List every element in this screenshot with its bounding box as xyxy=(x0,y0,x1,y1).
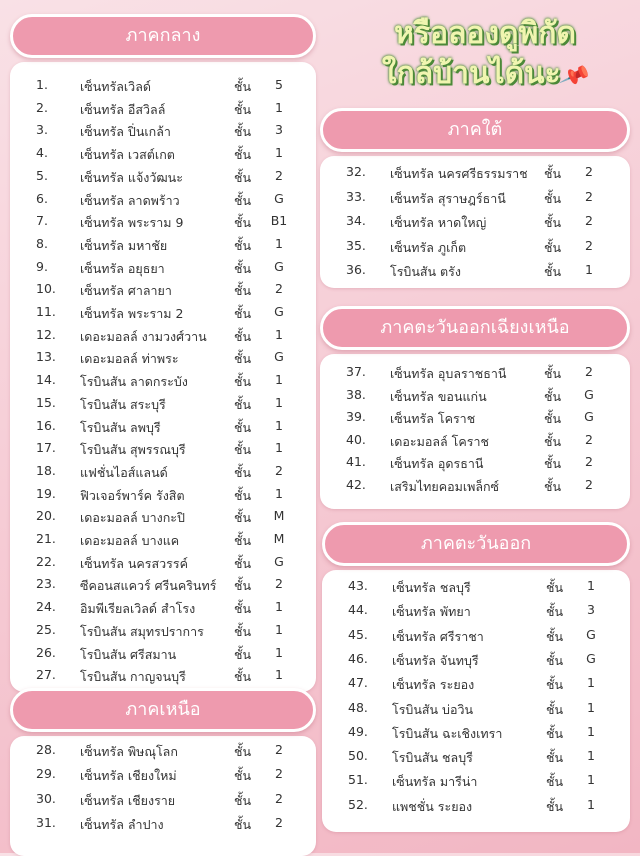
section-northeast xyxy=(320,306,630,506)
item-name: เซ็นทรัล ศรีราชา xyxy=(392,628,484,644)
floor-label: ชั้น xyxy=(234,147,252,163)
floor-value: 1 xyxy=(275,326,283,342)
floor-label: ชั้น xyxy=(544,190,562,206)
floor-label: ชั้น xyxy=(234,792,252,808)
item-name: เดอะมอลล์ งามวงศ์วาน xyxy=(80,328,207,344)
item-name: เซ็นทรัล แจ้งวัฒนะ xyxy=(80,169,183,185)
floor-label: ชั้น xyxy=(546,677,564,693)
floor-label: ชั้น xyxy=(234,351,252,367)
item-name: เซ็นทรัล อุบลราชธานี xyxy=(390,366,507,381)
floor-label: ชั้น xyxy=(544,366,562,381)
item-number: 13. xyxy=(36,349,56,365)
item-name: โรบินสัน สระบุรี xyxy=(80,396,166,412)
item-number: 29. xyxy=(36,766,56,782)
item-name: เซ็นทรัล พระราม 2 xyxy=(80,306,184,321)
floor-label: ชั้น xyxy=(234,306,252,321)
item-name: เซ็นทรัล ขอนแก่น xyxy=(390,388,487,404)
floor-value: 3 xyxy=(587,602,595,618)
floor-value: G xyxy=(586,626,596,642)
item-number: 19. xyxy=(36,485,56,501)
list-item xyxy=(320,409,630,432)
list-item xyxy=(320,477,630,500)
list-item xyxy=(322,700,630,723)
floor-label: ชั้น xyxy=(234,464,252,480)
item-number: 25. xyxy=(36,621,56,637)
item-number: 28. xyxy=(36,742,56,757)
floor-value: 2 xyxy=(275,167,283,183)
floor-label: ชั้น xyxy=(544,264,562,279)
floor-value: 5 xyxy=(275,77,283,92)
item-name: โรบินสัน ศรีสมาน xyxy=(80,646,177,662)
floor-label: ชั้น xyxy=(234,816,252,832)
item-name: เซ็นทรัล มหาชัย xyxy=(80,237,168,253)
list-item xyxy=(320,164,630,187)
floor-value: 1 xyxy=(585,262,593,277)
list-item xyxy=(10,486,316,509)
item-name: แพชชั่น ระยอง xyxy=(392,798,473,814)
list-item xyxy=(322,797,630,820)
floor-value: 2 xyxy=(585,364,593,379)
floor-value: G xyxy=(584,386,594,402)
item-name: โรบินสัน ลพบุรี xyxy=(80,419,161,435)
item-name: เซ็นทรัล สุราษฎร์ธานี xyxy=(390,190,506,206)
floor-value: G xyxy=(274,304,284,319)
item-number: 27. xyxy=(36,667,56,683)
floor-value: 1 xyxy=(587,675,595,691)
list-item xyxy=(10,791,316,814)
list-item xyxy=(322,602,630,625)
list-item xyxy=(322,675,630,698)
floor-value: 3 xyxy=(275,122,283,138)
floor-value: M xyxy=(273,531,285,546)
list-item xyxy=(10,236,316,259)
floor-value: G xyxy=(274,553,284,569)
floor-value: 1 xyxy=(275,417,283,433)
item-name: โรบินสัน สุพรรณบุรี xyxy=(80,442,186,458)
item-number: 24. xyxy=(36,599,56,615)
item-name: เซ็นทรัล นครสวรรค์ xyxy=(80,555,188,571)
item-number: 16. xyxy=(36,417,56,433)
header-northeast: ภาคตะวันออกเฉียงเหนือ xyxy=(320,306,630,350)
floor-label: ชั้น xyxy=(234,260,252,276)
item-number: 35. xyxy=(346,237,366,253)
floor-label: ชั้น xyxy=(234,79,252,94)
list-item xyxy=(10,168,316,191)
list-item xyxy=(322,651,630,674)
item-name: โรบินสัน สมุทรปราการ xyxy=(80,623,204,639)
item-name: ซีคอนสแควร์ ศรีนครินทร์ xyxy=(80,578,217,594)
list-item xyxy=(322,772,630,795)
floor-value: 2 xyxy=(585,431,593,447)
floor-value: 2 xyxy=(585,237,593,253)
floor-label: ชั้น xyxy=(234,283,252,299)
floor-value: 1 xyxy=(275,621,283,637)
floor-label: ชั้น xyxy=(234,374,252,390)
floor-label: ชั้น xyxy=(234,744,252,759)
item-name: เซ็นทรัล ชลบุรี xyxy=(392,580,471,595)
list-item xyxy=(10,281,316,304)
section-central xyxy=(10,14,316,685)
floor-label: ชั้น xyxy=(234,601,252,617)
floor-label: ชั้น xyxy=(234,215,252,231)
item-number: 4. xyxy=(36,145,48,161)
floor-value: 1 xyxy=(275,394,283,410)
item-number: 11. xyxy=(36,304,56,319)
list-item xyxy=(320,213,630,236)
list-item xyxy=(10,645,316,668)
floor-label: ชั้น xyxy=(544,166,562,181)
item-name: เซ็นทรัล เชียงใหม่ xyxy=(80,768,177,784)
list-item xyxy=(10,349,316,372)
floor-value: 1 xyxy=(587,748,595,764)
floor-label: ชั้น xyxy=(234,124,252,140)
floor-label: ชั้น xyxy=(544,215,562,230)
item-name: อิมพีเรียลเวิลด์ สำโรง xyxy=(80,601,196,617)
floor-value: 1 xyxy=(587,723,595,739)
floor-label: ชั้น xyxy=(234,101,252,117)
floor-value: 1 xyxy=(275,99,283,115)
list-item xyxy=(320,238,630,261)
item-number: 17. xyxy=(36,440,56,456)
item-name: เซ็นทรัล จันทบุรี xyxy=(392,652,479,668)
item-name: เซ็นทรัล พัทยา xyxy=(392,604,471,620)
item-number: 38. xyxy=(346,386,366,402)
item-number: 30. xyxy=(36,790,56,806)
item-name: ฟิวเจอร์พาร์ค รังสิต xyxy=(80,487,185,503)
item-name: เดอะมอลล์ โคราช xyxy=(390,433,489,449)
section-south xyxy=(320,108,630,288)
item-name: เซ็นทรัล โคราช xyxy=(390,411,476,427)
item-name: เซ็นทรัล ศาลายา xyxy=(80,283,172,299)
floor-label: ชั้น xyxy=(544,388,562,404)
floor-value: B1 xyxy=(270,213,288,229)
item-name: เซ็นทรัล อีสวิลล์ xyxy=(80,101,166,117)
list-item xyxy=(10,213,316,236)
item-number: 2. xyxy=(36,99,48,115)
item-number: 39. xyxy=(346,409,366,425)
floor-value: 2 xyxy=(585,213,593,228)
floor-label: ชั้น xyxy=(234,646,252,662)
list-item xyxy=(10,191,316,214)
floor-label: ชั้น xyxy=(234,192,252,208)
item-name: เซ็นทรัล นครศรีธรรมราช xyxy=(390,166,528,181)
item-number: 8. xyxy=(36,235,48,251)
floor-label: ชั้น xyxy=(544,479,562,494)
list-item xyxy=(10,122,316,145)
item-number: 14. xyxy=(36,372,56,388)
floor-label: ชั้น xyxy=(234,768,252,784)
item-number: 51. xyxy=(348,772,368,788)
item-number: 40. xyxy=(346,431,366,447)
list-item xyxy=(320,454,630,477)
floor-label: ชั้น xyxy=(544,433,562,449)
item-name: เซ็นทรัล ปิ่นเกล้า xyxy=(80,124,171,140)
list-item xyxy=(10,463,316,486)
item-number: 31. xyxy=(36,814,56,830)
item-number: 7. xyxy=(36,213,48,229)
promo-title xyxy=(340,14,630,97)
floor-value: 1 xyxy=(587,796,595,812)
list-item xyxy=(10,145,316,168)
item-name: เซ็นทรัลเวิลด์ xyxy=(80,79,151,94)
item-name: โรบินสัน กาญจนบุรี xyxy=(80,669,186,685)
item-number: 18. xyxy=(36,462,56,478)
floor-value: G xyxy=(274,349,284,365)
floor-label: ชั้น xyxy=(234,328,252,344)
floor-value: 2 xyxy=(275,576,283,592)
item-name: เซ็นทรัล พระราม 9 xyxy=(80,215,184,231)
item-number: 46. xyxy=(348,650,368,666)
item-number: 23. xyxy=(36,576,56,592)
floor-label: ชั้น xyxy=(234,533,252,548)
item-number: 52. xyxy=(348,796,368,812)
title-line-1: หรือลองดูพิกัด xyxy=(394,16,576,51)
floor-label: ชั้น xyxy=(234,623,252,639)
list-item xyxy=(10,259,316,282)
list-item xyxy=(10,77,316,100)
item-name: เดอะมอลล์ บางแค xyxy=(80,533,180,548)
list-item xyxy=(320,387,630,410)
floor-value: G xyxy=(584,409,594,425)
floor-value: 1 xyxy=(275,644,283,660)
list-item xyxy=(320,189,630,212)
list-item xyxy=(10,508,316,531)
floor-label: ชั้น xyxy=(234,396,252,412)
item-number: 43. xyxy=(348,578,368,593)
list-item xyxy=(10,418,316,441)
item-number: 42. xyxy=(346,477,366,492)
item-name: เดอะมอลล์ ท่าพระ xyxy=(80,351,179,367)
item-number: 34. xyxy=(346,213,366,228)
floor-value: 2 xyxy=(275,790,283,806)
item-number: 48. xyxy=(348,699,368,715)
header-north: ภาคเหนือ xyxy=(10,688,316,732)
section-east xyxy=(322,522,630,832)
floor-value: 1 xyxy=(275,485,283,501)
list-item xyxy=(10,554,316,577)
item-name: เซ็นทรัล อยุธยา xyxy=(80,260,165,276)
item-number: 1. xyxy=(36,77,48,92)
header-east: ภาคตะวันออก xyxy=(322,522,630,566)
item-number: 15. xyxy=(36,394,56,410)
item-number: 37. xyxy=(346,364,366,379)
list-item xyxy=(10,327,316,350)
floor-label: ชั้น xyxy=(544,411,562,427)
item-number: 12. xyxy=(36,326,56,342)
floor-label: ชั้น xyxy=(546,798,564,814)
item-name: เซ็นทรัล มารีน่า xyxy=(392,774,478,790)
list-item xyxy=(10,667,316,690)
floor-label: ชั้น xyxy=(546,580,564,595)
list-item xyxy=(320,364,630,387)
list-item xyxy=(322,724,630,747)
floor-value: 2 xyxy=(585,454,593,470)
item-number: 9. xyxy=(36,258,48,274)
list-item xyxy=(320,432,630,455)
item-name: เซ็นทรัล ลาดพร้าว xyxy=(80,192,180,208)
item-number: 49. xyxy=(348,723,368,739)
item-number: 41. xyxy=(346,454,366,470)
item-number: 47. xyxy=(348,675,368,691)
floor-value: M xyxy=(273,508,285,524)
floor-label: ชั้น xyxy=(234,487,252,503)
item-name: แฟชั่นไอส์แลนด์ xyxy=(80,464,168,480)
floor-label: ชั้น xyxy=(234,237,252,253)
item-name: เซ็นทรัล พิษณุโลก xyxy=(80,744,178,759)
item-number: 33. xyxy=(346,188,366,204)
floor-value: 2 xyxy=(275,766,283,782)
floor-value: 1 xyxy=(587,699,595,715)
item-name: เสริมไทยคอมเพล็กซ์ xyxy=(390,479,500,494)
item-name: เซ็นทรัล เวสต์เกต xyxy=(80,147,175,163)
item-number: 45. xyxy=(348,626,368,642)
item-name: เซ็นทรัล ลำปาง xyxy=(80,816,164,832)
list-item xyxy=(322,627,630,650)
list-item xyxy=(322,748,630,771)
item-number: 3. xyxy=(36,122,48,138)
list-item xyxy=(320,262,630,285)
item-name: เซ็นทรัล อุดรธานี xyxy=(390,456,484,472)
floor-label: ชั้น xyxy=(544,456,562,472)
item-name: โรบินสัน ตรัง xyxy=(390,264,461,279)
floor-label: ชั้น xyxy=(546,750,564,766)
list-item xyxy=(10,742,316,765)
floor-label: ชั้น xyxy=(546,725,564,741)
list-item xyxy=(10,531,316,554)
floor-value: G xyxy=(586,650,596,666)
floor-label: ชั้น xyxy=(546,774,564,790)
floor-label: ชั้น xyxy=(234,510,252,526)
floor-label: ชั้น xyxy=(546,701,564,717)
floor-value: 1 xyxy=(275,145,283,161)
floor-value: G xyxy=(274,190,284,206)
list-item xyxy=(10,100,316,123)
list-item xyxy=(10,599,316,622)
floor-label: ชั้น xyxy=(546,628,564,644)
floor-value: 2 xyxy=(275,281,283,297)
floor-label: ชั้น xyxy=(234,578,252,594)
list-item xyxy=(10,395,316,418)
item-name: เดอะมอลล์ บางกะปิ xyxy=(80,510,185,526)
item-number: 32. xyxy=(346,164,366,179)
item-number: 20. xyxy=(36,508,56,524)
item-name: เซ็นทรัล หาดใหญ่ xyxy=(390,215,487,230)
item-name: เซ็นทรัล ภูเก็ต xyxy=(390,239,467,255)
section-north xyxy=(10,688,316,853)
item-name: โรบินสัน ชลบุรี xyxy=(392,750,473,766)
list-item xyxy=(10,622,316,645)
floor-label: ชั้น xyxy=(546,652,564,668)
list-item xyxy=(10,304,316,327)
item-number: 10. xyxy=(36,281,56,297)
title-line-2-text: ใกล้บ้านได้นะ xyxy=(381,56,561,91)
header-central: ภาคกลาง xyxy=(10,14,316,58)
floor-value: 1 xyxy=(275,440,283,456)
list-item xyxy=(322,578,630,601)
floor-value: 2 xyxy=(585,188,593,204)
floor-label: ชั้น xyxy=(234,669,252,685)
item-number: 21. xyxy=(36,531,56,546)
title-line-2 xyxy=(340,54,630,97)
item-name: เซ็นทรัล ระยอง xyxy=(392,677,475,693)
floor-label: ชั้น xyxy=(234,442,252,458)
floor-value: 2 xyxy=(275,462,283,478)
floor-label: ชั้น xyxy=(544,239,562,255)
item-number: 26. xyxy=(36,644,56,660)
floor-value: 1 xyxy=(275,372,283,388)
floor-value: 1 xyxy=(275,599,283,615)
list-item xyxy=(10,815,316,838)
floor-label: ชั้น xyxy=(546,604,564,620)
item-number: 50. xyxy=(348,748,368,764)
floor-value: 2 xyxy=(585,164,593,179)
item-name: โรบินสัน บ่อวิน xyxy=(392,701,474,717)
floor-value: 1 xyxy=(275,235,283,251)
floor-value: 1 xyxy=(587,772,595,788)
item-number: 6. xyxy=(36,190,48,206)
item-number: 44. xyxy=(348,602,368,618)
item-name: โรบินสัน ฉะเชิงเทรา xyxy=(392,725,503,741)
list-item xyxy=(10,440,316,463)
list-item xyxy=(10,372,316,395)
floor-value: 1 xyxy=(587,578,595,593)
item-number: 5. xyxy=(36,167,48,183)
floor-value: 1 xyxy=(275,667,283,683)
floor-value: 2 xyxy=(585,477,593,492)
floor-value: G xyxy=(274,258,284,274)
pushpin-icon: 📌 xyxy=(557,60,592,93)
list-item xyxy=(10,576,316,599)
item-number: 36. xyxy=(346,262,366,277)
list-item xyxy=(10,766,316,789)
floor-label: ชั้น xyxy=(234,555,252,571)
floor-value: 2 xyxy=(275,742,283,757)
floor-label: ชั้น xyxy=(234,169,252,185)
item-name: โรบินสัน ลาดกระบัง xyxy=(80,374,188,390)
header-south: ภาคใต้ xyxy=(320,108,630,152)
item-number: 22. xyxy=(36,553,56,569)
floor-value: 2 xyxy=(275,814,283,830)
item-name: เซ็นทรัล เชียงราย xyxy=(80,792,176,808)
floor-label: ชั้น xyxy=(234,419,252,435)
